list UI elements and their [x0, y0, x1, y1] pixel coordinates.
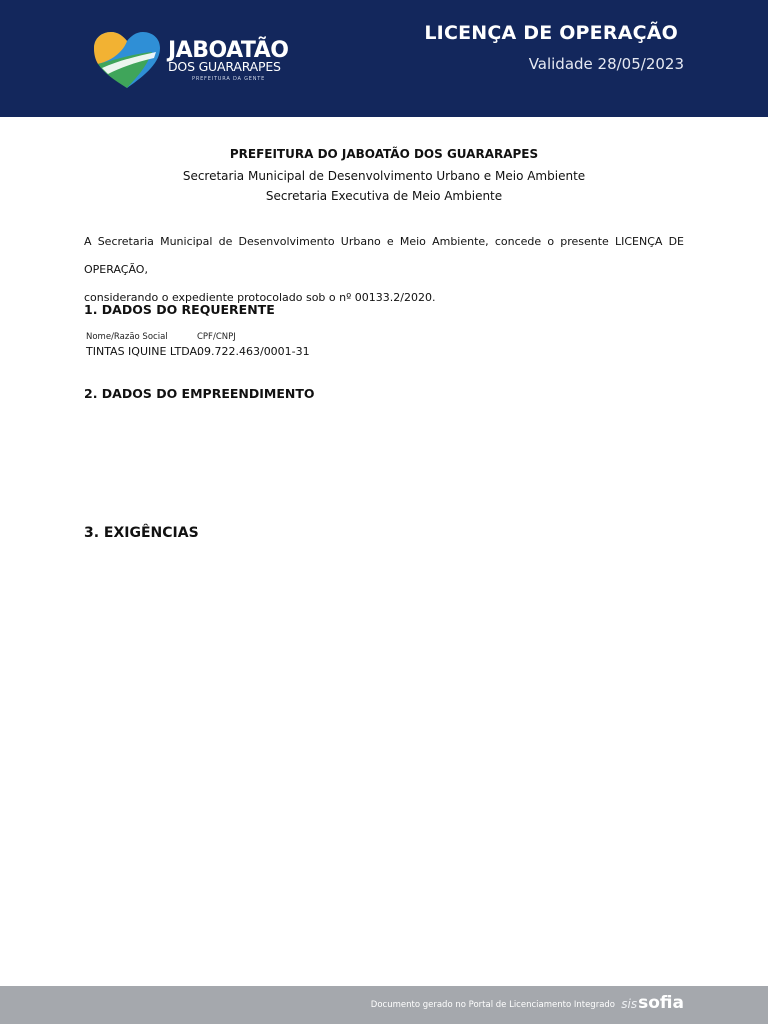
intro-paragraph	[84, 228, 684, 312]
brand-prefix: sis	[621, 997, 638, 1011]
sissofia-logo	[621, 993, 684, 1013]
logo-subname: DOS GUARARAPES	[168, 59, 281, 74]
footer-bar	[0, 986, 768, 1024]
footer-text: Documento gerado no Portal de Licenciamento Integrado	[370, 1000, 615, 1010]
secretariat-name: Secretaria Municipal de Desenvolvimento Urbano e Meio Ambiente	[182, 169, 586, 183]
document-title: LICENÇA DE OPERAÇÃO	[424, 22, 678, 44]
cpf-value: 09.722.463/0001-31	[197, 345, 310, 358]
logo-tagline: PREFEITURA DA GENTE	[192, 76, 266, 82]
intro-line-1: A Secretaria Municipal de Desenvolvimento Urbano e Meio Ambiente, concede o presente LICENÇA DE OPERAÇÃO,	[84, 235, 684, 276]
requester-section-title: 1. DADOS DO REQUERENTE	[84, 302, 275, 317]
brand-name: sofia	[638, 993, 684, 1013]
validity-date: Validade 28/05/2023	[528, 55, 684, 73]
intro-line-2: considerando o expediente protocolado sob o nº 00133.2/2020.	[84, 291, 436, 304]
name-label: Nome/Razão Social	[86, 332, 168, 342]
executive-secretariat-name: Secretaria Executiva de Meio Ambiente	[265, 189, 503, 203]
header-bar	[0, 0, 768, 117]
logo-name: JABOATÃO	[168, 38, 289, 63]
organization-name: PREFEITURA DO JABOATÃO DOS GUARARAPES	[229, 147, 539, 161]
cpf-label: CPF/CNPJ	[197, 332, 236, 342]
heart-logo-icon	[92, 30, 162, 92]
jaboatao-logo	[92, 30, 302, 94]
requirements-section-title: 3. EXIGÊNCIAS	[84, 525, 199, 541]
enterprise-section-title: 2. DADOS DO EMPREENDIMENTO	[84, 386, 315, 401]
name-value: TINTAS IQUINE LTDA.	[86, 345, 201, 358]
